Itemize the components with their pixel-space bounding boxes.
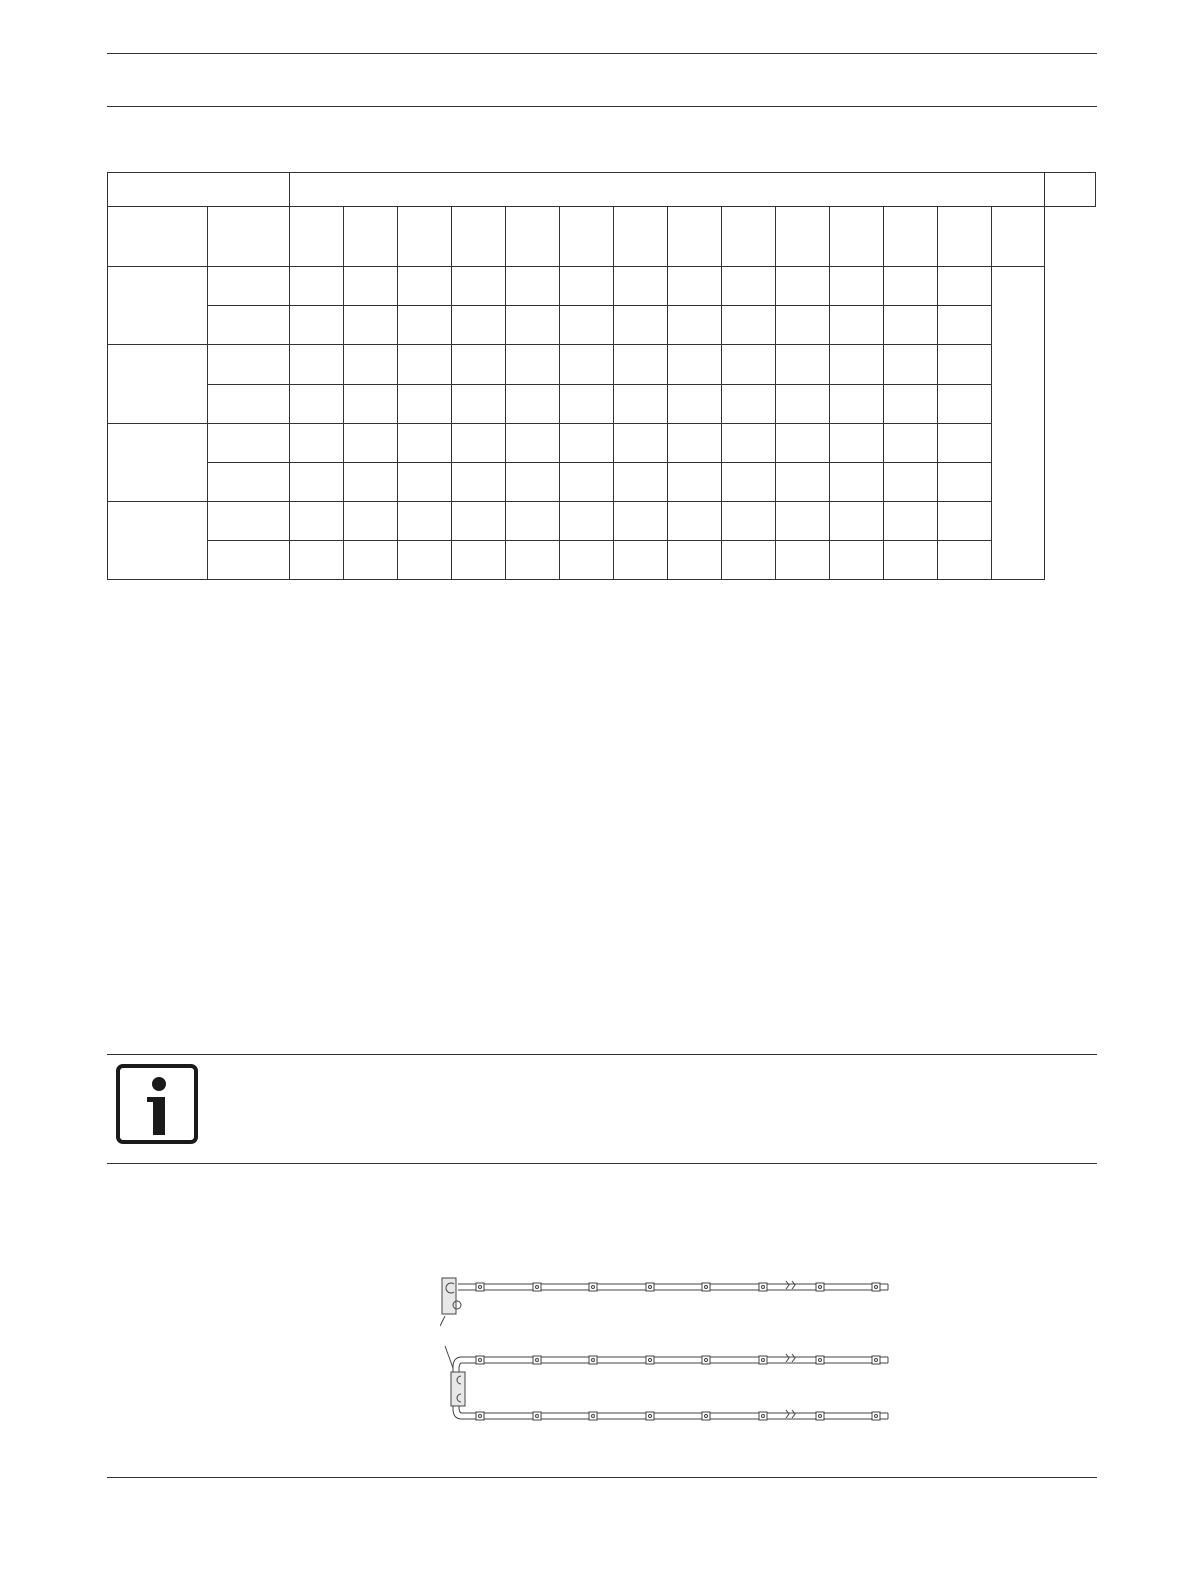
strip-node-dot — [536, 1359, 539, 1362]
strip-node-dot — [819, 1286, 822, 1289]
strip-node-dot — [705, 1359, 708, 1362]
break-mark — [786, 1354, 795, 1362]
break-mark — [786, 1281, 795, 1289]
break-mark — [786, 1410, 795, 1418]
strip-node-dot — [762, 1359, 765, 1362]
table-row — [108, 501, 1096, 540]
strip-node-dot — [536, 1286, 539, 1289]
strip-node-dot — [592, 1359, 595, 1362]
strip-node-dot — [592, 1286, 595, 1289]
table-group-cell — [108, 423, 208, 501]
strip-node-dot — [649, 1286, 652, 1289]
table-header-cell — [290, 173, 1045, 207]
strip-node-dot — [875, 1415, 878, 1418]
strip-node-dot — [592, 1415, 595, 1418]
table-header-cell — [108, 173, 290, 207]
footer-rule — [107, 1477, 1097, 1478]
table-row — [108, 345, 1096, 384]
table-cell — [992, 207, 1045, 267]
table-row — [108, 462, 1096, 501]
spec-table — [107, 172, 1096, 580]
strip-node-dot — [875, 1359, 878, 1362]
info-icon — [116, 1064, 198, 1144]
table-row — [108, 267, 1096, 306]
table-cell — [208, 207, 290, 267]
table-group-cell — [108, 345, 208, 423]
table-row — [108, 384, 1096, 423]
strip-node-dot — [536, 1415, 539, 1418]
table-group-cell — [108, 501, 208, 579]
strip-node-dot — [762, 1415, 765, 1418]
strip-node-dot — [479, 1359, 482, 1362]
strip-node-dot — [875, 1286, 878, 1289]
strip-node-dot — [762, 1286, 765, 1289]
note-top-rule — [107, 1054, 1097, 1055]
wire-strip-drawing — [440, 1270, 900, 1430]
strip-node-dot — [479, 1286, 482, 1289]
header-top-rule — [107, 53, 1097, 54]
strip-node-dot — [649, 1415, 652, 1418]
table-cell — [108, 207, 208, 267]
table-side-cell — [992, 267, 1045, 580]
table-subheader-row — [108, 207, 1096, 267]
table-header-cell — [1045, 173, 1096, 207]
note-bottom-rule — [107, 1163, 1097, 1164]
strip-node-dot — [819, 1359, 822, 1362]
strip-node-dot — [705, 1415, 708, 1418]
table-row — [108, 306, 1096, 345]
strip-node-dot — [479, 1415, 482, 1418]
header-bottom-rule — [107, 106, 1097, 107]
strip-node-dot — [649, 1359, 652, 1362]
strip-node-dot — [705, 1286, 708, 1289]
strip-node-dot — [819, 1415, 822, 1418]
table-row — [108, 540, 1096, 579]
table-row — [108, 423, 1096, 462]
table-group-cell — [108, 267, 208, 345]
table-header-row — [108, 173, 1096, 207]
